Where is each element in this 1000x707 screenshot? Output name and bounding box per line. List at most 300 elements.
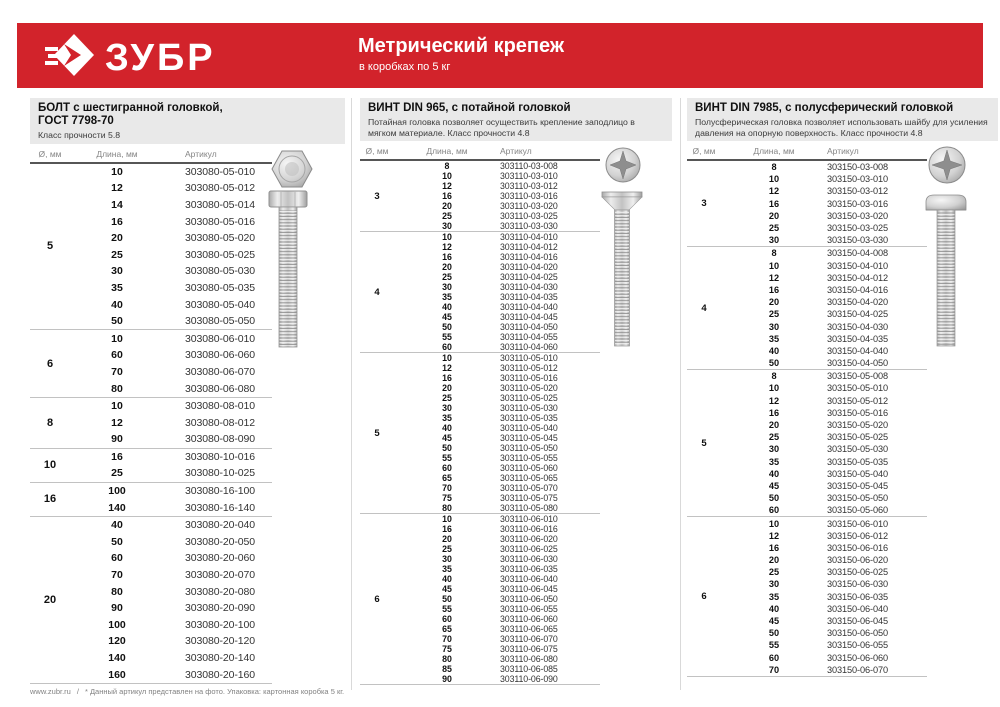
length-value: 45	[768, 616, 780, 627]
table-row	[721, 468, 927, 480]
table-row	[394, 252, 600, 262]
length-value: 35	[442, 564, 452, 574]
table-header-block	[687, 98, 998, 141]
article-number: 303110-04-055	[500, 332, 558, 342]
article-number: 303080-05-040	[185, 298, 255, 311]
length-value: 10	[768, 518, 780, 529]
table-row	[721, 603, 927, 615]
length-value: 70	[442, 634, 452, 644]
length-value: 16	[442, 191, 452, 201]
countersunk-screw-side-photo	[600, 191, 644, 356]
fastener-table-body	[687, 161, 927, 677]
table-row	[721, 395, 927, 407]
diameter-group	[687, 161, 927, 246]
length-column-header: Длина, мм	[96, 148, 138, 159]
length-value: 90	[442, 674, 452, 684]
article-number: 303080-05-035	[185, 281, 255, 294]
table-row	[721, 345, 927, 357]
table-row	[721, 456, 927, 468]
diameter-value: 8	[46, 416, 54, 429]
length-value: 10	[442, 232, 452, 242]
table-row	[721, 431, 927, 443]
article-column-header: Артикул	[185, 148, 217, 159]
length-value: 70	[442, 483, 452, 493]
length-article-rows	[70, 517, 272, 683]
article-number: 303110-04-012	[500, 242, 558, 252]
length-value: 10	[442, 171, 452, 181]
length-value: 16	[768, 198, 780, 209]
length-value: 55	[442, 453, 452, 463]
length-value: 30	[442, 221, 452, 231]
article-number: 303110-06-020	[500, 534, 558, 544]
length-value: 16	[111, 450, 123, 463]
diameter-value: 6	[701, 591, 707, 603]
diameter-group	[30, 164, 272, 330]
article-number: 303110-06-065	[500, 624, 558, 634]
table-row	[394, 393, 600, 403]
article-number: 303150-04-025	[827, 309, 889, 320]
table-row	[394, 211, 600, 221]
diameter-value: 4	[374, 286, 380, 298]
article-number: 303110-05-075	[500, 493, 558, 503]
brand-logo	[45, 32, 216, 83]
table-row	[70, 449, 272, 466]
article-number: 303110-03-025	[500, 211, 558, 221]
article-number: 303110-05-045	[500, 433, 558, 443]
article-number: 303110-04-045	[500, 312, 558, 322]
length-value: 16	[442, 524, 452, 534]
table-row	[721, 591, 927, 603]
length-value: 40	[442, 423, 452, 433]
length-value: 40	[111, 298, 123, 311]
article-number: 303150-05-045	[827, 480, 889, 491]
article-number: 303150-04-008	[827, 248, 889, 259]
table-row	[721, 222, 927, 234]
article-number: 303110-05-055	[500, 453, 558, 463]
length-value: 25	[442, 211, 452, 221]
length-value: 60	[111, 552, 123, 565]
bolt-table-section	[30, 98, 345, 684]
table-row	[721, 639, 927, 651]
table-row	[721, 443, 927, 455]
table-title-line2: ГОСТ 7798-70	[38, 115, 114, 127]
article-number: 303080-05-012	[185, 182, 255, 195]
table-row	[394, 574, 600, 584]
article-number: 303110-04-035	[500, 292, 558, 302]
length-value: 35	[442, 292, 452, 302]
length-value: 12	[768, 186, 780, 197]
table-row	[721, 407, 927, 419]
table-row	[394, 292, 600, 302]
table-row	[70, 600, 272, 617]
table-row	[721, 247, 927, 259]
table-row	[394, 242, 600, 252]
article-number: 303150-03-012	[827, 186, 889, 197]
diameter-column-header: Ø, мм	[38, 148, 62, 159]
page-footer	[30, 687, 344, 696]
table-row	[70, 330, 272, 347]
article-number: 303150-03-030	[827, 235, 889, 246]
article-number: 303110-06-040	[500, 574, 558, 584]
table-row	[394, 433, 600, 443]
column-headers	[360, 146, 600, 161]
length-value: 25	[111, 248, 123, 261]
article-number: 303080-20-080	[185, 585, 255, 598]
article-number: 303150-06-020	[827, 555, 889, 566]
length-value: 70	[768, 664, 780, 675]
article-number: 303110-04-016	[500, 252, 558, 262]
table-row	[394, 443, 600, 453]
table-row	[70, 313, 272, 330]
length-value: 10	[768, 260, 780, 271]
pan-head-screw-side-photo	[923, 193, 969, 356]
length-value: 60	[768, 652, 780, 663]
length-value: 12	[111, 416, 123, 429]
article-number: 303150-04-035	[827, 333, 889, 344]
table-row	[394, 302, 600, 312]
article-number: 303150-05-060	[827, 505, 889, 516]
table-row	[70, 230, 272, 247]
article-number: 303080-20-040	[185, 519, 255, 532]
article-number: 303080-06-070	[185, 365, 255, 378]
table-row	[394, 312, 600, 322]
table-row	[721, 480, 927, 492]
table-row	[70, 180, 272, 197]
table-title: ВИНТ DIN 965, с потайной головкой	[368, 102, 571, 114]
article-number: 303110-05-010	[500, 353, 558, 363]
length-value: 16	[768, 542, 780, 553]
article-number: 303110-03-012	[500, 181, 558, 191]
length-value: 16	[442, 373, 452, 383]
table-row	[394, 654, 600, 664]
article-number: 303110-04-050	[500, 322, 558, 332]
table-row	[70, 398, 272, 415]
article-number: 303080-20-140	[185, 652, 255, 665]
article-number: 303150-04-012	[827, 272, 889, 283]
length-value: 30	[768, 444, 780, 455]
diameter-value: 6	[374, 593, 380, 605]
article-number: 303080-20-050	[185, 535, 255, 548]
length-value: 10	[111, 400, 123, 413]
article-number: 303110-03-016	[500, 191, 558, 201]
length-value: 80	[442, 654, 452, 664]
length-article-rows	[721, 517, 927, 675]
length-value: 80	[111, 585, 123, 598]
length-article-rows	[394, 232, 600, 352]
length-value: 45	[442, 584, 452, 594]
table-row	[721, 370, 927, 382]
article-number: 303110-06-085	[500, 664, 558, 674]
footer-separator: /	[76, 687, 79, 696]
length-value: 8	[444, 161, 450, 171]
length-value: 50	[442, 322, 452, 332]
diameter-value: 3	[701, 198, 707, 210]
table-row	[70, 666, 272, 683]
table-row	[70, 534, 272, 551]
table-row	[394, 413, 600, 423]
length-value: 60	[111, 349, 123, 362]
article-number: 303110-05-020	[500, 383, 558, 393]
article-number: 303150-06-030	[827, 579, 889, 590]
article-number: 303150-05-016	[827, 407, 889, 418]
table-description: Класс прочности 5.8	[38, 130, 121, 140]
length-article-rows	[70, 398, 272, 448]
article-number: 303080-10-016	[185, 450, 255, 463]
article-number: 303080-20-160	[185, 668, 255, 681]
fastener-table-body	[30, 164, 272, 684]
diameter-value: 10	[43, 459, 57, 472]
article-number: 303110-06-010	[500, 514, 558, 524]
table-row	[721, 234, 927, 246]
table-row	[70, 364, 272, 381]
length-value: 40	[442, 302, 452, 312]
article-number: 303150-03-016	[827, 198, 889, 209]
article-number: 303080-08-010	[185, 400, 255, 413]
table-row	[721, 517, 927, 529]
header-band	[17, 23, 983, 88]
length-value: 12	[768, 530, 780, 541]
article-number: 303080-05-030	[185, 265, 255, 278]
page-subtitle: в коробках по 5 кг	[359, 61, 451, 73]
article-number: 303080-16-100	[185, 485, 255, 498]
length-column-header: Длина, мм	[426, 146, 468, 156]
article-number: 303080-20-070	[185, 569, 255, 582]
length-value: 50	[768, 358, 780, 369]
length-value: 20	[111, 232, 123, 245]
length-value: 45	[768, 480, 780, 491]
diameter-group	[687, 369, 927, 516]
table-row	[721, 664, 927, 676]
length-value: 60	[768, 505, 780, 516]
table-row	[70, 567, 272, 584]
table-row	[721, 566, 927, 578]
length-article-rows	[70, 449, 272, 482]
article-number: 303110-03-020	[500, 201, 558, 211]
length-value: 85	[442, 664, 452, 674]
article-column-header: Артикул	[827, 146, 859, 156]
length-value: 50	[442, 594, 452, 604]
length-value: 20	[442, 201, 452, 211]
length-value: 25	[442, 544, 452, 554]
article-number: 303110-05-065	[500, 473, 558, 483]
article-number: 303150-06-070	[827, 664, 889, 675]
length-value: 70	[111, 365, 123, 378]
article-number: 303150-06-035	[827, 591, 889, 602]
table-row	[394, 322, 600, 332]
table-row	[394, 161, 600, 171]
phillips-head-top-photo	[926, 144, 968, 191]
article-number: 303110-04-020	[500, 262, 558, 272]
article-number: 303150-05-040	[827, 468, 889, 479]
table-row	[394, 262, 600, 272]
article-number: 303110-06-090	[500, 674, 558, 684]
length-value: 30	[111, 265, 123, 278]
diameter-group	[30, 329, 272, 396]
table-row	[721, 554, 927, 566]
length-value: 12	[442, 181, 452, 191]
table-row	[721, 627, 927, 639]
article-number: 303110-06-045	[500, 584, 558, 594]
diameter-group	[30, 482, 272, 516]
article-number: 303110-04-025	[500, 272, 558, 282]
article-number: 303150-05-025	[827, 432, 889, 443]
article-number: 303150-05-035	[827, 456, 889, 467]
article-number: 303150-05-008	[827, 371, 889, 382]
table-row	[394, 624, 600, 634]
table-row	[394, 463, 600, 473]
table-row	[721, 284, 927, 296]
article-number: 303110-05-012	[500, 363, 558, 373]
table-row	[394, 503, 600, 513]
article-number: 303150-04-010	[827, 260, 889, 271]
article-number: 303110-04-030	[500, 282, 558, 292]
article-number: 303150-04-020	[827, 297, 889, 308]
table-row	[721, 296, 927, 308]
table-row	[721, 492, 927, 504]
length-column-header: Длина, мм	[753, 146, 795, 156]
article-number: 303110-06-050	[500, 594, 558, 604]
table-row	[70, 517, 272, 534]
table-row	[721, 542, 927, 554]
article-number: 303080-16-140	[185, 501, 255, 514]
article-number: 303080-05-016	[185, 215, 255, 228]
table-row	[394, 363, 600, 373]
table-row	[70, 583, 272, 600]
length-value: 16	[111, 215, 123, 228]
length-value: 45	[442, 312, 452, 322]
diameter-group	[30, 448, 272, 482]
length-value: 25	[768, 432, 780, 443]
table-row	[70, 347, 272, 364]
diameter-value: 5	[46, 240, 54, 253]
article-number: 303080-05-020	[185, 232, 255, 245]
table-row	[721, 382, 927, 394]
length-value: 30	[442, 282, 452, 292]
article-number: 303150-05-010	[827, 383, 889, 394]
table-row	[394, 544, 600, 554]
length-value: 90	[111, 602, 123, 615]
diameter-value: 3	[374, 190, 380, 202]
length-value: 60	[442, 614, 452, 624]
table-row	[394, 534, 600, 544]
length-value: 20	[442, 383, 452, 393]
article-number: 303080-05-010	[185, 165, 255, 178]
diameter-value: 5	[374, 427, 380, 439]
article-number: 303080-05-014	[185, 198, 255, 211]
length-value: 80	[111, 382, 123, 395]
length-value: 25	[768, 223, 780, 234]
length-value: 10	[768, 383, 780, 394]
article-number: 303150-03-010	[827, 174, 889, 185]
length-value: 8	[771, 248, 777, 259]
diameter-group	[360, 513, 600, 684]
table-row	[70, 164, 272, 181]
table-row	[394, 524, 600, 534]
length-value: 10	[442, 514, 452, 524]
page-title: Метрический крепеж	[358, 35, 565, 57]
table-row	[394, 353, 600, 363]
length-value: 12	[111, 182, 123, 195]
website-link[interactable]: www.zubr.ru	[30, 687, 71, 696]
table-row	[721, 578, 927, 590]
diameter-value: 16	[43, 493, 57, 506]
article-number: 303150-05-050	[827, 493, 889, 504]
table-row	[721, 260, 927, 272]
length-value: 70	[111, 569, 123, 582]
table-row	[394, 664, 600, 674]
table-row	[394, 644, 600, 654]
article-number: 303150-06-025	[827, 567, 889, 578]
article-number: 303080-06-010	[185, 332, 255, 345]
article-number: 303110-05-040	[500, 423, 558, 433]
table-description: Полусферическая головка позволяет использовать шайбу для усиления давления на опорную поверхность. Класс прочности 4.8	[695, 117, 988, 138]
table-row	[721, 210, 927, 222]
length-value: 30	[442, 554, 452, 564]
length-value: 40	[768, 345, 780, 356]
length-article-rows	[394, 353, 600, 513]
length-value: 160	[108, 668, 126, 681]
table-row	[394, 201, 600, 211]
article-number: 303150-06-040	[827, 603, 889, 614]
article-number: 303110-06-075	[500, 644, 558, 654]
table-row	[394, 493, 600, 503]
article-number: 303080-20-120	[185, 635, 255, 648]
length-value: 60	[442, 463, 452, 473]
article-number: 303080-20-060	[185, 552, 255, 565]
table-row	[70, 246, 272, 263]
article-number: 303080-20-090	[185, 602, 255, 615]
length-value: 55	[768, 640, 780, 651]
table-description: Потайная головка позволяет осуществить крепление заподлицо в мягком материале. Класс прочности 4.8	[368, 117, 635, 138]
hex-bolt-side-photo	[264, 190, 312, 355]
table-row	[721, 198, 927, 210]
length-value: 50	[768, 493, 780, 504]
length-value: 40	[768, 468, 780, 479]
length-value: 20	[768, 210, 780, 221]
table-row	[70, 213, 272, 230]
diameter-group	[687, 516, 927, 675]
length-value: 100	[108, 485, 126, 498]
length-value: 14	[111, 198, 123, 211]
article-number: 303150-04-050	[827, 358, 889, 369]
table-row	[394, 282, 600, 292]
fastener-table-body	[360, 161, 600, 685]
length-value: 50	[111, 535, 123, 548]
table-row	[394, 383, 600, 393]
table-row	[394, 332, 600, 342]
article-number: 303110-04-040	[500, 302, 558, 312]
length-value: 10	[111, 165, 123, 178]
article-number: 303150-06-010	[827, 518, 889, 529]
length-value: 35	[768, 456, 780, 467]
article-number: 303110-06-055	[500, 604, 558, 614]
table-row	[394, 483, 600, 493]
length-value: 10	[768, 174, 780, 185]
length-article-rows	[70, 483, 272, 516]
table-row	[394, 514, 600, 524]
article-number: 303110-03-010	[500, 171, 558, 181]
table-row	[394, 272, 600, 282]
table-row	[721, 161, 927, 173]
table-row	[70, 197, 272, 214]
length-value: 40	[111, 519, 123, 532]
din7985-table-section	[687, 98, 998, 677]
length-value: 60	[442, 342, 452, 352]
article-number: 303110-06-070	[500, 634, 558, 644]
article-number: 303110-05-080	[500, 503, 558, 513]
length-value: 20	[442, 534, 452, 544]
table-row	[70, 617, 272, 634]
